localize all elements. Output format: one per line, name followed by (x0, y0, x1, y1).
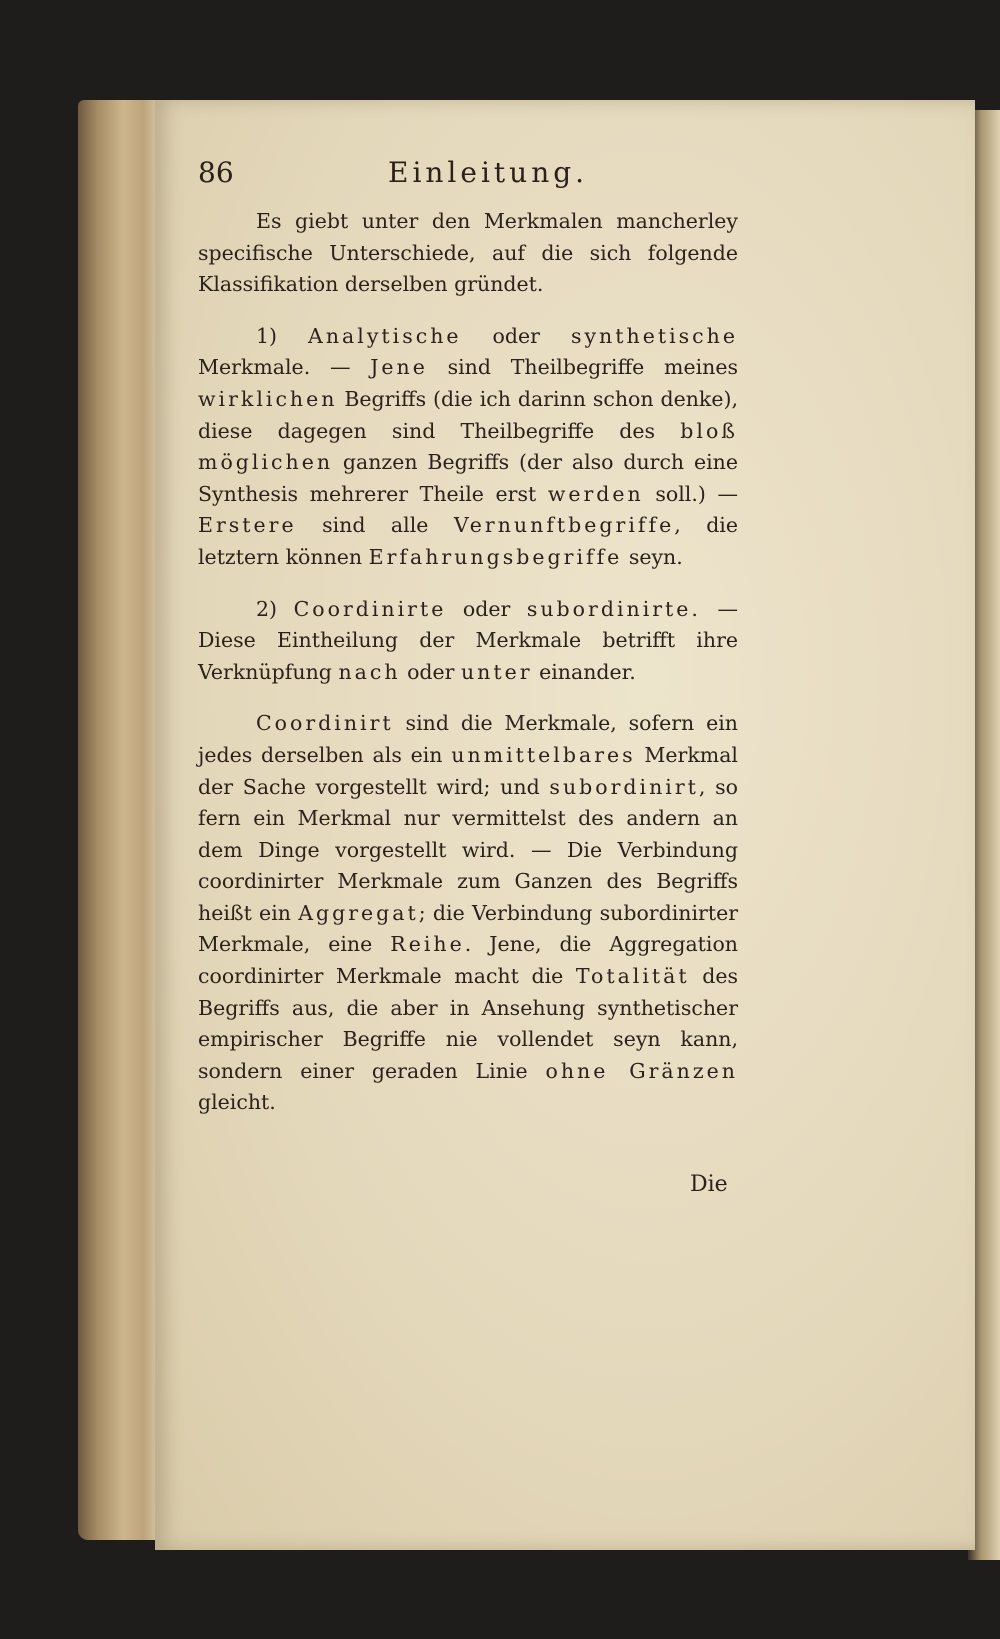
text-segment: Merkmal der Sache vorgestellt wird; und (198, 742, 738, 799)
paragraph-4 (198, 708, 738, 1119)
term-ohne-graenzen: ohne Gränzen (545, 1058, 738, 1083)
item-number: 1) (256, 323, 278, 348)
text-segment: sind alle (296, 513, 454, 538)
book-spine-edge (78, 100, 160, 1540)
term-totalitaet: Totalität (575, 964, 690, 989)
term-nach: nach (338, 659, 401, 684)
text-segment: ; die Verbindung subordinirter Merkmale, eine (198, 900, 738, 957)
text-segment: — Diese Eintheilung der Merkmale betrifft ihre Verknüpfung (198, 596, 738, 684)
term-synthetische: synthetische (570, 323, 738, 348)
text-segment: Merkmale. — (198, 355, 371, 380)
text-segment: . Jene, die Aggregation coordinirter Merkmale macht die (198, 932, 739, 989)
term-coordinirt: Coordinirt (256, 711, 394, 736)
term-coordinirte: Coordinirte (293, 596, 447, 621)
paragraph-3 (198, 594, 738, 689)
term-subordinirte: subordinirte. (526, 596, 701, 621)
term-bloss-moeglichen: bloß möglichen (198, 418, 738, 475)
text-segment: soll.) — (643, 481, 738, 506)
text-segment: sind Theilbegriffe meines (427, 355, 739, 380)
text-segment: oder (462, 596, 511, 621)
term-reihe: Reihe (390, 932, 465, 957)
text-segment: des Begriffs aus, die aber in Ansehung synthetischer empirischer Begriffe nie vollendet seyn kann, sondern einer geraden Linie (198, 964, 738, 1083)
page-header (198, 156, 718, 196)
term-unter: unter (460, 659, 533, 684)
term-erfahrungsbegriffe: Erfahrungsbegriffe (368, 544, 623, 569)
term-jene: Jene (370, 355, 428, 380)
page-number: 86 (198, 156, 234, 189)
text-segment: sind die Merkmale, sofern ein jedes derselben als ein (198, 711, 738, 767)
text-segment: oder (400, 659, 461, 684)
paragraph-2 (198, 321, 738, 574)
paragraph-1: Es giebt unter den Merkmalen mancherley specifische Unterschiede, auf die sich folgende Klassifikation derselben gründet. (198, 209, 738, 297)
page-text (198, 206, 738, 1119)
term-erstere: Erstere (198, 513, 297, 538)
text-segment: ganzen Begriffs (der also durch eine Synthesis mehrerer Theile erst (198, 450, 738, 506)
term-unmittelbares: unmittelbares (451, 742, 636, 767)
text-segment: , so fern ein Merkmal nur vermittelst des andern an dem Dinge vorgestellt wird. — Die Verbindung coordinirter Merkmale zum Ganzen des Begriffs heißt ein (198, 774, 738, 925)
running-title: Einleitung. (388, 156, 589, 189)
text-segment: seyn. (622, 544, 683, 569)
term-subordinirt: subordinirt (549, 774, 699, 799)
term-analytische: Analytische (308, 323, 462, 348)
term-wirklichen: wirklichen (198, 386, 338, 411)
term-vernunftbegriffe: Vernunftbegriffe (453, 513, 675, 538)
text-segment: oder (492, 323, 540, 348)
text-segment: gleicht. (198, 1090, 276, 1115)
term-werden: werden (547, 481, 644, 506)
catchword: Die (690, 1172, 728, 1197)
text-segment: einander. (532, 659, 636, 684)
term-aggregat: Aggregat (298, 900, 419, 925)
text-segment: Begriffs (die ich darinn schon denke), diese dagegen sind Theilbegriffe des (198, 386, 738, 443)
item-number: 2) (256, 596, 278, 621)
text-segment: , die letztern können (198, 513, 738, 569)
